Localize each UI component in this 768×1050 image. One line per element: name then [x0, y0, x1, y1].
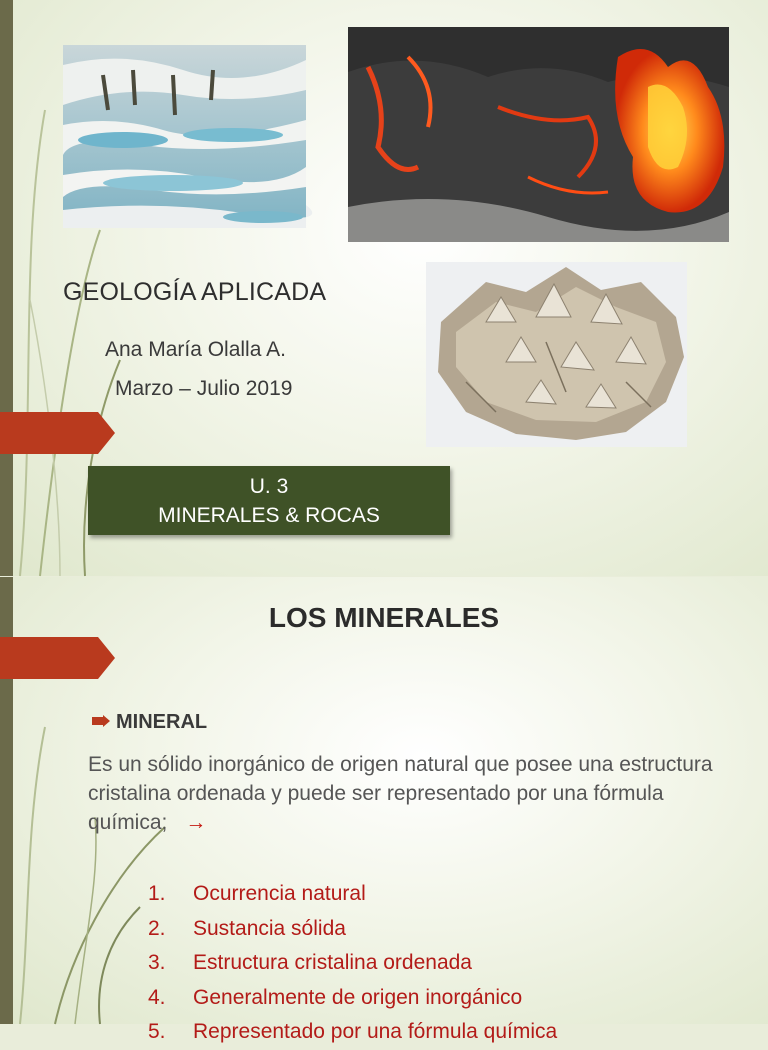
unit-box — [88, 466, 450, 535]
definition-text: Es un sólido inorgánico de origen natural que posee una estructura cristalina ordenada y puede ser representado por una fórmula química; — [88, 753, 713, 834]
bullet-label: MINERAL — [116, 711, 208, 733]
list-item: 5. Representado por una fórmula química — [148, 1020, 558, 1043]
unit-title: MINERALES & ROCAS — [158, 504, 380, 527]
author-name: Ana María Olalla A. — [105, 338, 286, 361]
list-item: 3. Estructura cristalina ordenada — [148, 951, 472, 974]
list-item: 1. Ocurrencia natural — [148, 882, 366, 905]
travertine-terraces-photo — [63, 45, 306, 228]
red-arrow-tab — [0, 637, 115, 679]
lava-flow-photo — [348, 27, 729, 242]
mineral-bullet — [92, 711, 207, 734]
mineral-definition — [88, 750, 748, 837]
definition-arrow: → — [185, 811, 207, 834]
list-item: 4. Generalmente de origen inorgánico — [148, 985, 523, 1009]
section-heading: LOS MINERALES — [268, 602, 500, 633]
content-slide — [0, 577, 768, 1043]
unit-number: U. 3 — [249, 475, 289, 498]
arrow-bullet-icon — [92, 715, 110, 727]
list-item: 2. Sustancia sólida — [148, 916, 346, 940]
presentation-title: GEOLOGÍA APLICADA — [63, 278, 327, 306]
mineral-properties-list — [148, 877, 557, 1050]
crystal-cluster-photo — [426, 262, 687, 447]
course-dates: Marzo – Julio 2019 — [115, 377, 293, 400]
red-arrow-tab — [0, 412, 115, 454]
